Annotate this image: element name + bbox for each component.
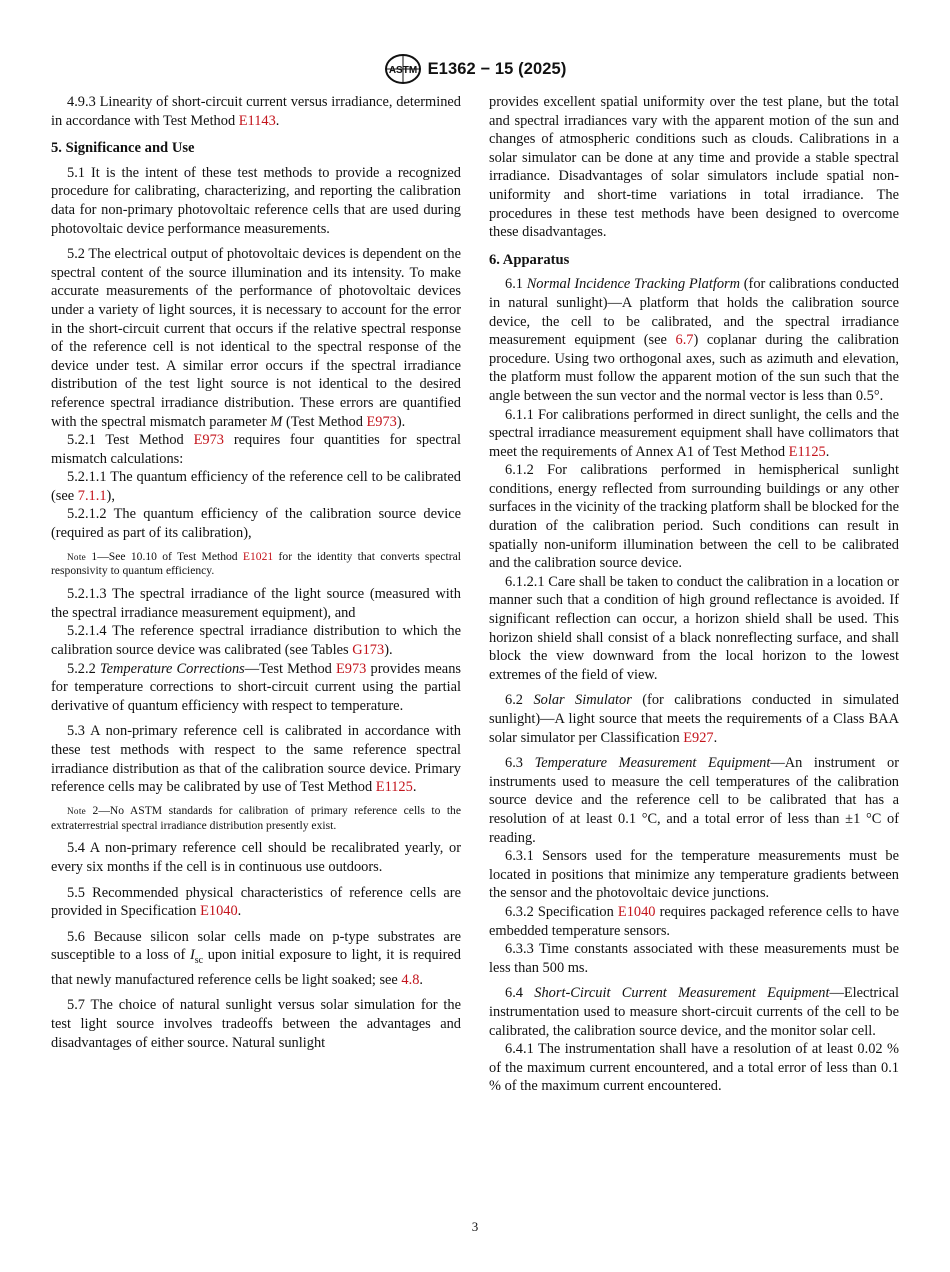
link-e1021[interactable]: E1021 <box>242 549 274 563</box>
paragraph-5-6: 5.6 Because silicon solar cells made on p-type substrates are susceptible to a loss of $I_{sc}$ upon initial exposure to light, it is required that newly manufactured reference cells be light soaked; see 4.8. <box>51 928 461 988</box>
svg-text:ASTM: ASTM <box>388 65 417 76</box>
paragraph-6-1-2: 6.1.2 For calibrations performed in hemispherical sunlight conditions, energy reflected from surrounding buildings or any other surfaces in the vicinity of the tracking platform shall be blocked for the duration of the calibration period. Such conditions can result in spatially non-uniform illumination between the cell to be calibrated and the calibration source device. <box>489 462 899 572</box>
link-e1143[interactable]: E1143 <box>238 112 276 129</box>
paragraph-6-3-3: 6.3.3 Time constants associated with these measurements must be less than 500 ms. <box>489 941 899 976</box>
note-2: Note 2—No ASTM standards for calibration of primary reference cells to the extraterrestrial spectral irradiance distribution presently exist. <box>51 803 461 832</box>
document-id: E1362 − 15 (2025) <box>427 59 567 78</box>
section-5-heading: 5. Significance and Use <box>51 140 195 157</box>
page-number: 3 <box>471 1219 479 1234</box>
paragraph-5-2: 5.2 The electrical output of photovoltaic devices is dependent on the spectral content of the source illumination and its intensity. To make accurate measurements of the performance of photovoltaic devices under a variety of light sources, it is necessary to account for the error in the short-circuit current that occurs if the relative spectral response of the reference cell is not identical to the spectral response of the device under test. A similar error occurs if the spectral irradiance distribution of the test light source is not identical to the desired reference spectral irradiance distribution. These errors are quantified with the spectral mismatch parameter M (Test Method E973). <box>51 246 461 430</box>
link-e973[interactable]: E973 <box>193 432 224 449</box>
paragraph-5-3: 5.3 A non-primary reference cell is calibrated in accordance with these test methods with respect to the same reference spectral irradiance distribution as that of the calibration source device. Primary reference cells may be calibrated by use of Test Method E1125. <box>51 723 461 796</box>
paragraph-5-7-continued: provides excellent spatial uniformity over the test plane, but the total and spectral irradiances vary with the apparent motion of the sun and changes of atmospheric conditions such as clouds. Calibrations in a solar simulator can be done at any time and provide a stable spectral irradiance. Disadvantages of solar simulators include spatial non-uniformity and short-time variations in total irradiance. The procedures in these test methods have been designed to overcome these disadvantages. <box>489 94 899 241</box>
link-e1125[interactable]: E1125 <box>788 443 826 460</box>
paragraph-5-2-1-2: 5.2.1.2 The quantum efficiency of the calibration source device (required as part of its calibration), <box>51 506 461 542</box>
link-e1125[interactable]: E1125 <box>375 779 413 796</box>
paragraph-6-3-1: 6.3.1 Sensors used for the temperature measurements must be located in positions that minimize any temperature gradients between the sensor and the photovoltaic device junctions. <box>489 848 899 902</box>
link-e973[interactable]: E973 <box>336 660 367 677</box>
paragraph-6-1-2-1: 6.1.2.1 Care shall be taken to conduct the calibration in a location or manner such that a condition of high ground reflectance is avoided. If significant reflection can occur, a horizon shield shall be used. This horizon shield shall consist of a black nonreflecting surface, and shall block the view downward from the local horizon to the lowest extremes of the field of view. <box>489 573 899 683</box>
paragraph-5-2-1-3: 5.2.1.3 The spectral irradiance of the light source (measured with the spectral irradiance measurement equipment), and <box>51 586 461 621</box>
link-e1040[interactable]: E1040 <box>200 903 238 920</box>
link-e927[interactable]: E927 <box>683 729 714 746</box>
astm-logo <box>384 53 422 85</box>
paragraph-6-4-1: 6.4.1 The instrumentation shall have a resolution of at least 0.02 % of the maximum current encountered, and a total error of less than 0.1 % of the maximum current encountered. <box>489 1041 899 1095</box>
section-6-heading: 6. Apparatus <box>489 251 570 268</box>
paragraph-5-2-1-1: 5.2.1.1 The quantum efficiency of the reference cell to be calibrated (see 7.1.1), <box>51 469 461 504</box>
note-1: Note 1—See 10.10 of Test Method E1021 for the identity that converts spectral responsivity to quantum efficiency. <box>51 549 461 578</box>
left-column <box>51 93 461 1052</box>
paragraph-6-3-2: 6.3.2 Specification E1040 requires packaged reference cells to have embedded temperature sensors. <box>489 903 899 939</box>
paragraph-5-2-2: 5.2.2 Temperature Corrections—Test Method E973 provides means for temperature corrections to short-circuit current using the partial derivative of quantum efficiency with respect to temperature. <box>51 660 461 714</box>
link-6-7[interactable]: 6.7 <box>675 332 694 349</box>
page-header <box>0 52 950 86</box>
right-column <box>489 93 899 1096</box>
paragraph-5-2-1-4: 5.2.1.4 The reference spectral irradiance distribution to which the calibration source device was calibrated (see Tables G173). <box>51 623 461 659</box>
paragraph-6-1: 6.1 Normal Incidence Tracking Platform (for calibrations conducted in natural sunlight)—A platform that holds the calibration source device, the cell to be calibrated, and the spectral irradiance measurement equipment (see 6.7) coplanar during the calibration procedure. Using two orthogonal axes, such as azimuth and elevation, the platform must follow the apparent motion of the sun such that the angle between the sun vector and the normal vector is less than 0.5°. <box>489 276 899 404</box>
link-4-8[interactable]: 4.8 <box>401 971 420 988</box>
paragraph-5-5: 5.5 Recommended physical characteristics of reference cells are provided in Specification E1040. <box>51 884 461 920</box>
paragraph-5-1: 5.1 It is the intent of these test methods to provide a recognized procedure for calibrating, characterizing, and reporting the calibration data for non-primary photovoltaic reference cells that are used during photovoltaic device performance measurements. <box>51 164 461 237</box>
paragraph-6-3: 6.3 Temperature Measurement Equipment—An instrument or instruments used to measure the cell temperatures of the calibration source device and the reference cell to be calibrated that has a resolution of at least 0.1 °C, and a total error of less than ±1 °C of reading. <box>489 755 899 846</box>
paragraph-4-9-3: 4.9.3 Linearity of short-circuit current versus irradiance, determined in accordance with Test Method E1143. <box>51 94 461 129</box>
link-e973[interactable]: E973 <box>366 413 397 430</box>
link-g173[interactable]: G173 <box>352 642 385 659</box>
paragraph-6-1-1: 6.1.1 For calibrations performed in direct sunlight, the cells and the spectral irradiance measurement equipment shall have collimators that meet the requirements of Annex A1 of Test Method E1125. <box>489 406 899 460</box>
link-7-1-1[interactable]: 7.1.1 <box>77 487 107 504</box>
paragraph-6-2: 6.2 Solar Simulator (for calibrations conducted in simulated sunlight)—A light source that meets the requirements of a Class BAA solar simulator per Classification E927. <box>489 692 899 746</box>
paragraph-5-4: 5.4 A non-primary reference cell should be recalibrated yearly, or every six months if the cell is in continuous use outdoors. <box>51 840 461 875</box>
link-e1040[interactable]: E1040 <box>617 903 656 920</box>
paragraph-6-4: 6.4 Short-Circuit Current Measurement Equipment—Electrical instrumentation used to measure short-circuit currents of the cell to be calibrated, the calibration source device, and the monitor solar cell. <box>489 985 899 1039</box>
paragraph-5-7: 5.7 The choice of natural sunlight versus solar simulation for the test light source involves tradeoffs between the advantages and disadvantages of either source. Natural sunlight <box>51 997 461 1051</box>
paragraph-5-2-1: 5.2.1 Test Method E973 requires four quantities for spectral mismatch calculations: <box>51 432 461 467</box>
